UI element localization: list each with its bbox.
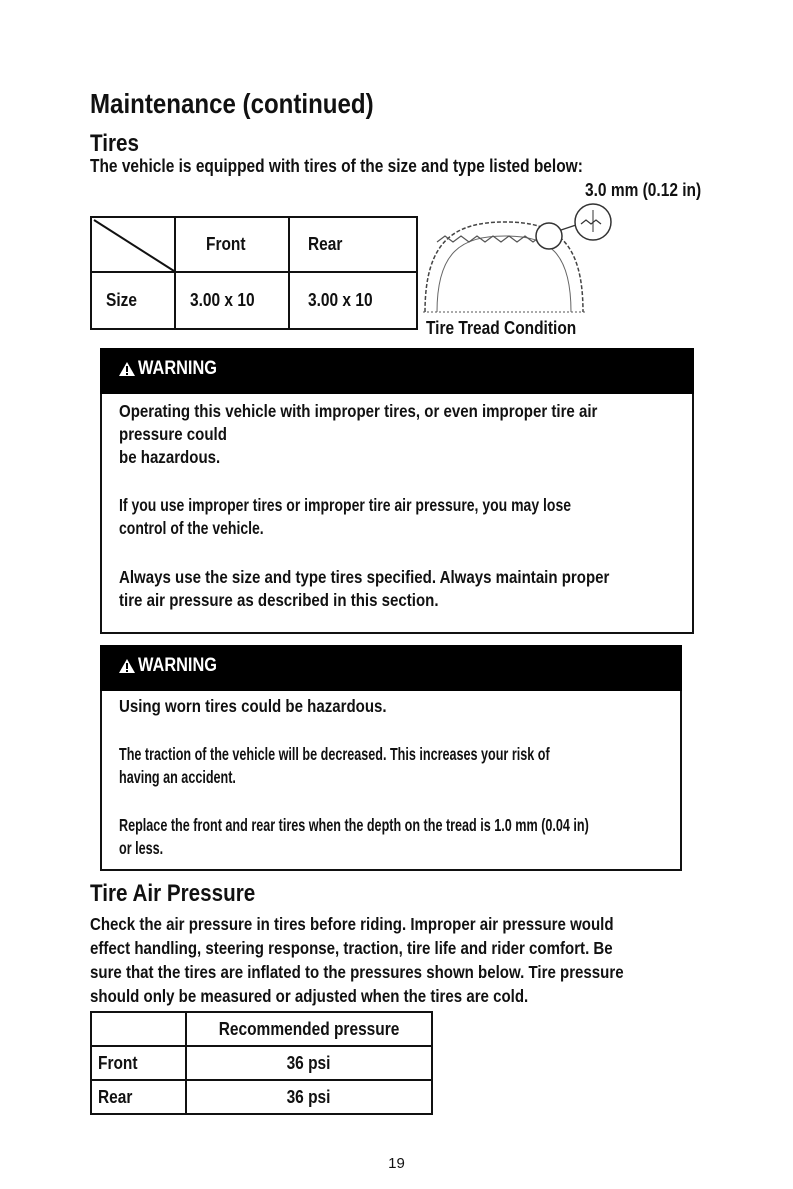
table-corner-cell [91, 217, 175, 272]
section-heading-tires: Tires [90, 130, 139, 157]
warning-triangle-icon [118, 361, 136, 377]
pressure-row-label-front: Front [91, 1046, 186, 1080]
air-pressure-line-3: sure that the tires are inflated to the pressures shown below. Tire pressure [90, 962, 624, 982]
tread-figure-caption: Tire Tread Condition [426, 318, 577, 338]
column-header-front: Front [175, 217, 289, 272]
pressure-row-label-rear: Rear [91, 1080, 186, 1114]
recommended-pressure-table [90, 1011, 433, 1115]
page-title: Maintenance (continued) [90, 88, 374, 119]
page-number: 19 [388, 1155, 405, 1172]
warning-label: WARNING [138, 655, 217, 676]
warning1-line-4: If you use improper tires or improper tire air pressure, you may lose [119, 495, 572, 515]
rear-size-value: 3.00 x 10 [289, 272, 417, 329]
row-label-size: Size [91, 272, 175, 329]
warning1-line-3: be hazardous. [119, 447, 221, 467]
warning1-line-7: tire air pressure as described in this section. [119, 590, 439, 610]
warning2-line-1: Using worn tires could be hazardous. [119, 696, 387, 716]
air-pressure-line-1: Check the air pressure in tires before riding. Improper air pressure would [90, 914, 614, 934]
tread-depth-label: 3.0 mm (0.12 in) [585, 180, 702, 200]
intro-text: The vehicle is equipped with tires of the size and type listed below: [90, 156, 583, 176]
air-pressure-line-2: effect handling, steering response, traction, tire life and rider comfort. Be [90, 938, 613, 958]
warning-triangle-icon [118, 658, 136, 674]
pressure-table-corner [91, 1012, 186, 1046]
diagonal-line-icon [92, 218, 176, 273]
warning1-line-1: Operating this vehicle with improper tires, or even improper tire air [119, 401, 598, 421]
warning-label: WARNING [138, 358, 217, 379]
warning-box-improper-tires [100, 348, 694, 634]
column-header-rear: Rear [289, 217, 417, 272]
pressure-value-rear: 36 psi [186, 1080, 432, 1114]
air-pressure-line-4: should only be measured or adjusted when the tires are cold. [90, 986, 529, 1006]
warning2-line-3: having an accident. [119, 767, 236, 787]
section-heading-tire-air-pressure: Tire Air Pressure [90, 880, 256, 907]
warning-header-bar [100, 645, 682, 691]
pressure-value-front: 36 psi [186, 1046, 432, 1080]
tire-size-table [90, 216, 418, 330]
warning1-line-6: Always use the size and type tires specified. Always maintain proper [119, 567, 610, 587]
front-size-value: 3.00 x 10 [175, 272, 289, 329]
tire-tread-illustration [415, 200, 625, 318]
air-pressure-paragraph [90, 912, 710, 1008]
warning2-line-4: Replace the front and rear tires when the depth on the tread is 1.0 mm (0.04 in) [119, 815, 589, 835]
warning2-line-2: The traction of the vehicle will be decreased. This increases your risk of [119, 744, 550, 764]
warning-header-bar [100, 348, 694, 394]
pressure-column-header: Recommended pressure [186, 1012, 432, 1046]
warning1-line-5: control of the vehicle. [119, 518, 264, 538]
warning1-line-2: pressure could [119, 424, 227, 444]
warning2-line-5: or less. [119, 838, 164, 858]
warning-box-worn-tires [100, 645, 682, 871]
